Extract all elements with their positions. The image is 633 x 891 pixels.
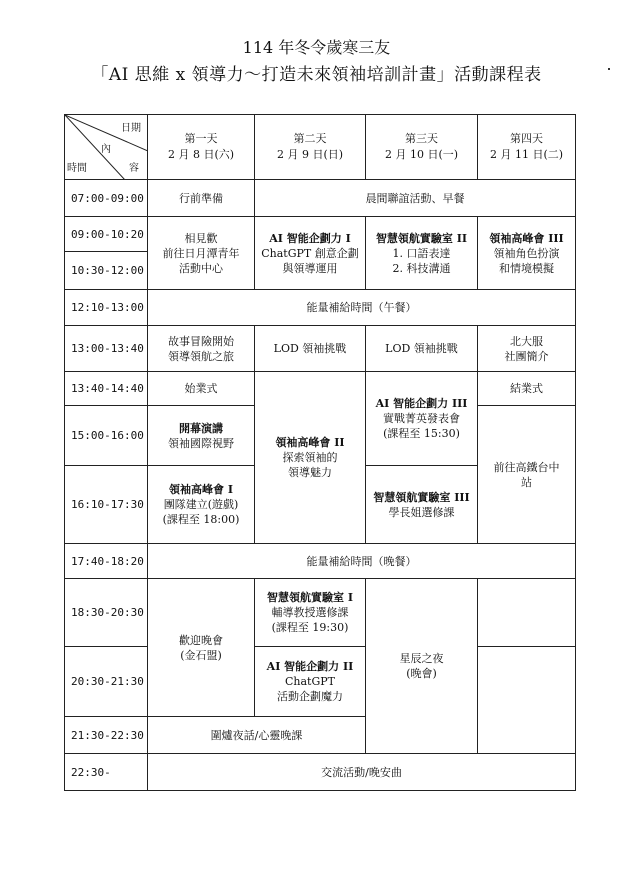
schedule-cell: 故事冒險開始 領導領航之旅: [148, 326, 255, 372]
time-cell: 17:40-18:20: [65, 544, 148, 579]
corner-time-label: 時間: [67, 163, 87, 174]
document-subtitle: 「AI 思維 x 領導力～打造未來領袖培訓計畫」活動課程表: [91, 65, 542, 85]
day-header-3: 第三天 2 月 10 日(一): [366, 115, 478, 180]
time-cell: 16:10-17:30: [65, 466, 148, 544]
corner-content-label-1: 內: [101, 144, 111, 155]
schedule-cell: 始業式: [148, 372, 255, 406]
schedule-cell: LOD 領袖挑戰: [366, 326, 478, 372]
schedule-cell: 領袖高峰會 I 團隊建立(遊戲) (課程至 18:00): [148, 466, 255, 544]
schedule-cell: 相見歡 前往日月潭青年 活動中心: [148, 217, 255, 290]
schedule-cell: 交流活動/晚安曲: [148, 754, 576, 791]
time-cell: 09:00-10:20: [65, 217, 148, 252]
schedule-cell: 智慧領航實驗室 I 輔導教授選修課 (課程至 19:30): [255, 579, 366, 647]
time-cell: 13:00-13:40: [65, 326, 148, 372]
scan-speck: [608, 68, 610, 70]
time-cell: 12:10-13:00: [65, 290, 148, 326]
day-header-4: 第四天 2 月 11 日(二): [478, 115, 576, 180]
schedule-cell: 圍爐夜話/心靈晚課: [148, 717, 366, 754]
empty-cell: [478, 647, 576, 754]
day-header-2: 第二天 2 月 9 日(日): [255, 115, 366, 180]
schedule-cell: 領袖高峰會 III 領袖角色扮演 和情境模擬: [478, 217, 576, 290]
schedule-cell: AI 智能企劃力 I ChatGPT 創意企劃 與領導運用: [255, 217, 366, 290]
schedule-cell: 歡迎晚會 (金石盟): [148, 579, 255, 717]
time-cell: 20:30-21:30: [65, 647, 148, 717]
schedule-cell: 結業式: [478, 372, 576, 406]
day-header-1: 第一天 2 月 8 日(六): [148, 115, 255, 180]
schedule-cell: 智慧領航實驗室 II 1. 口語表達 2. 科技溝通: [366, 217, 478, 290]
empty-cell: [478, 579, 576, 647]
meal-cell: 能量補給時間（晚餐）: [148, 544, 576, 579]
schedule-cell: 行前準備: [148, 180, 255, 217]
schedule-cell: LOD 領袖挑戰: [255, 326, 366, 372]
schedule-cell: 晨間聯誼活動、早餐: [255, 180, 576, 217]
time-cell: 18:30-20:30: [65, 579, 148, 647]
schedule-cell: 北大服 社團簡介: [478, 326, 576, 372]
meal-cell: 能量補給時間（午餐）: [148, 290, 576, 326]
schedule-cell: 前往高鐵台中 站: [478, 406, 576, 544]
corner-date-label: 日期: [121, 123, 141, 134]
schedule-cell: AI 智能企劃力 III 實戰菁英發表會 (課程至 15:30): [366, 372, 478, 466]
corner-header-cell: [65, 115, 148, 180]
header-row: [65, 115, 576, 180]
document-title: 114 年冬令歲寒三友: [242, 38, 391, 57]
corner-content-label-2: 容: [129, 163, 139, 174]
time-cell: 07:00-09:00: [65, 180, 148, 217]
time-cell: 10:30-12:00: [65, 252, 148, 290]
time-cell: 13:40-14:40: [65, 372, 148, 406]
schedule-cell: 開幕演講 領袖國際視野: [148, 406, 255, 466]
schedule-cell: 智慧領航實驗室 III 學長姐選修課: [366, 466, 478, 544]
time-cell: 21:30-22:30: [65, 717, 148, 754]
schedule-cell: 領袖高峰會 II 探索領袖的 領導魅力: [255, 372, 366, 544]
schedule-cell: AI 智能企劃力 II ChatGPT 活動企劃魔力: [255, 647, 366, 717]
time-cell: 15:00-16:00: [65, 406, 148, 466]
schedule-table: [64, 114, 576, 791]
time-cell: 22:30-: [65, 754, 148, 791]
schedule-cell: 星辰之夜 (晚會): [366, 579, 478, 754]
